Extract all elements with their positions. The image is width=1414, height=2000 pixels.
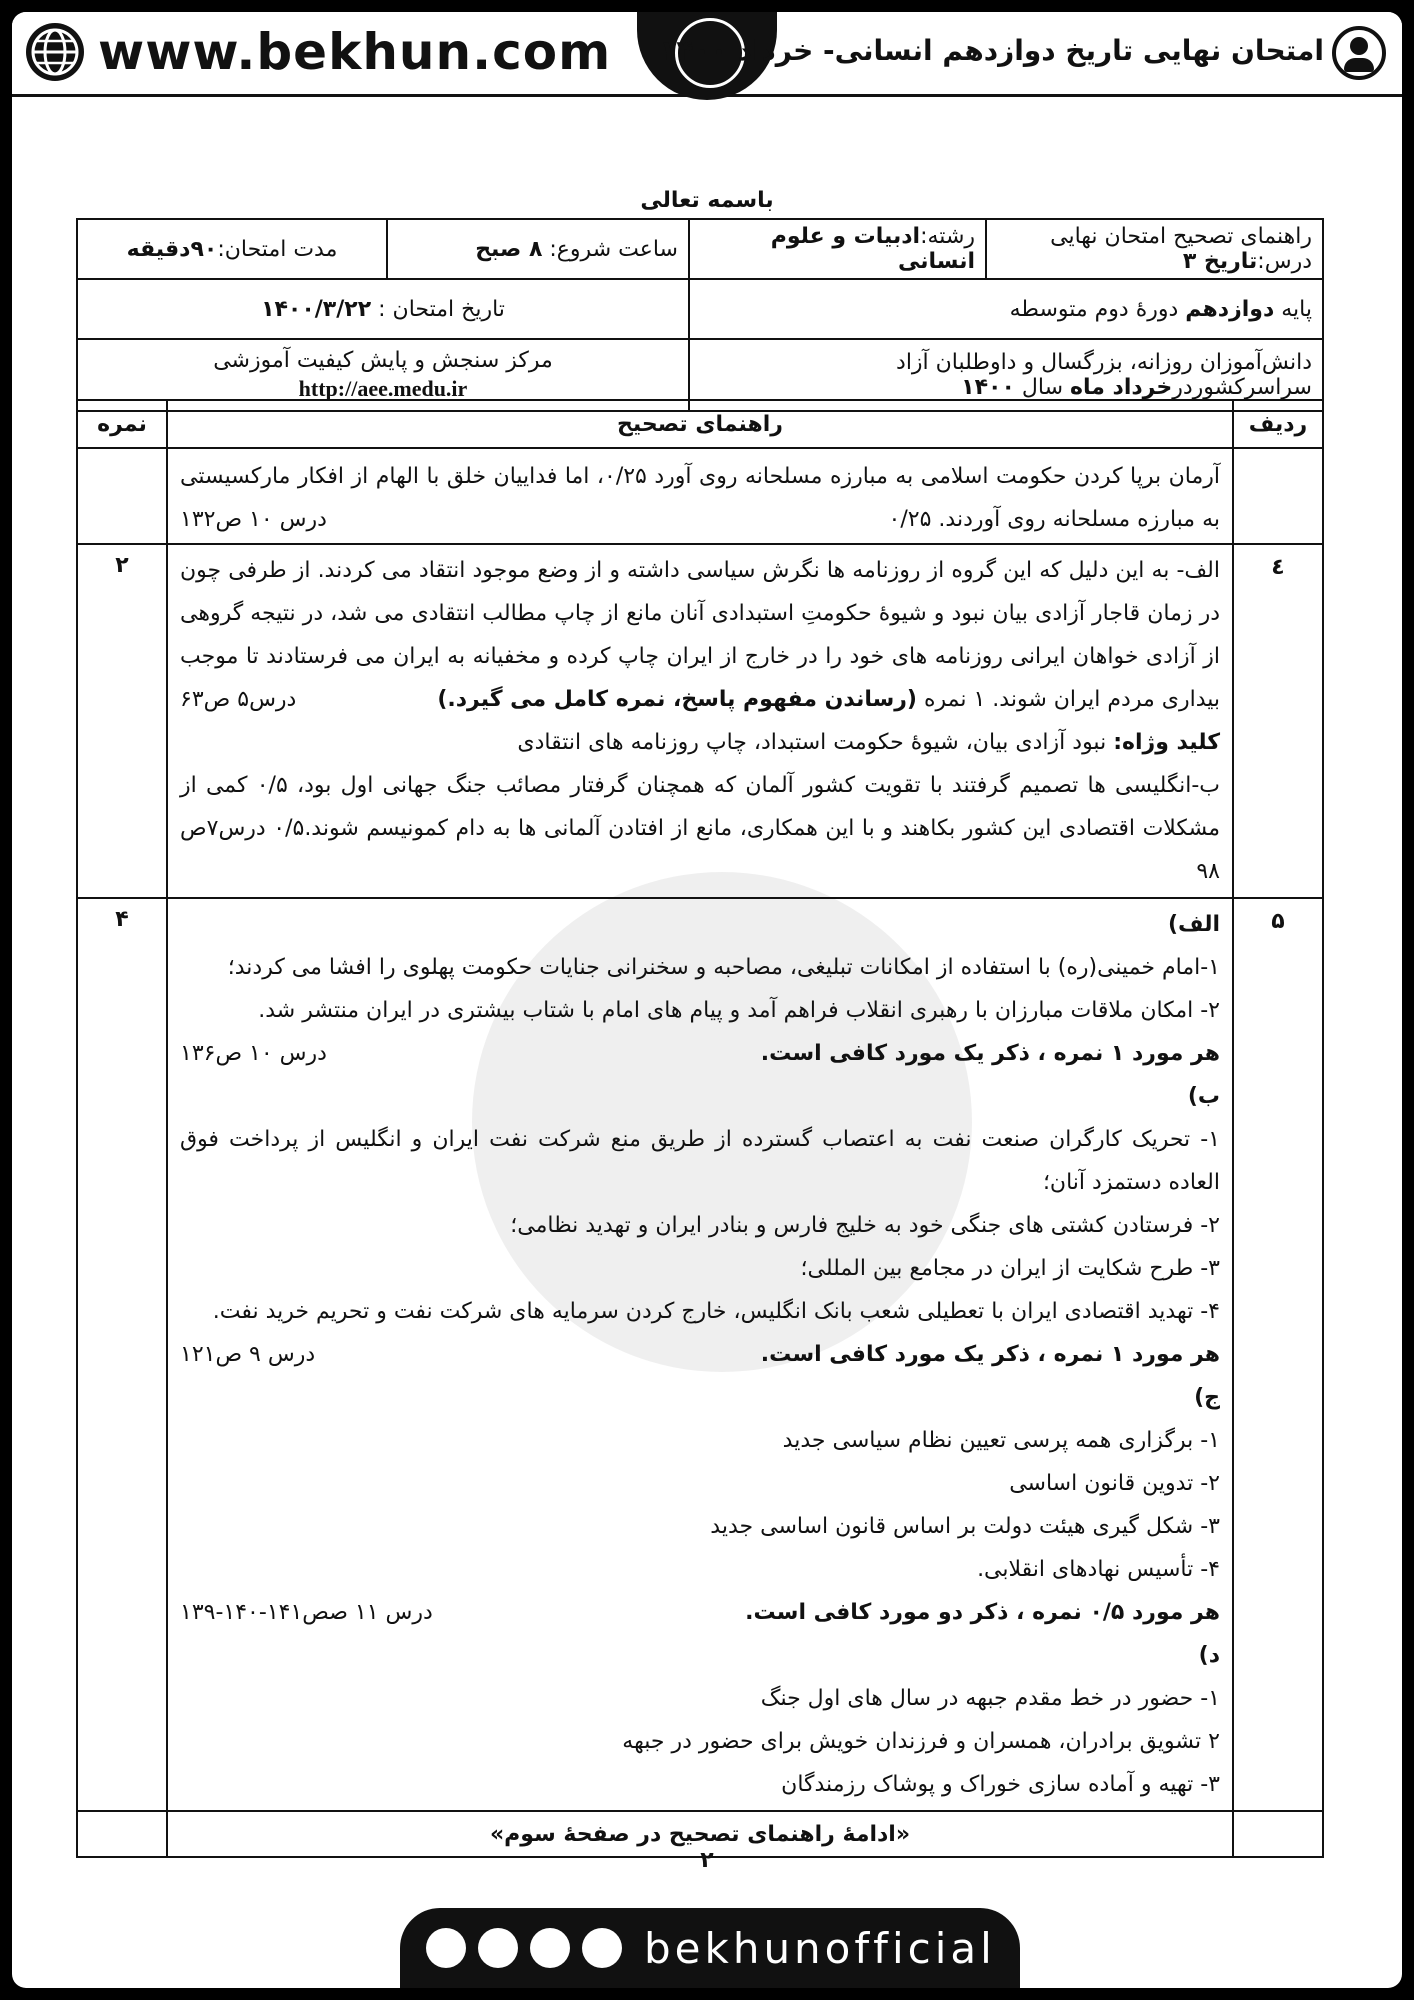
- q5-a-item-1: ۱-امام خمینی(ره) با استفاده از امکانات تبلیغی، مصاحبه و سخنرانی جنایات حکومت پهلوی را افشا می کردند؛: [227, 955, 1220, 980]
- table-row: [77, 448, 1323, 544]
- q5-b-item-4: ۴- تهدید اقتصادی ایران با تعطیلی شعب بانک انگلیس، خارج کردن سرمایه های شرکت نفت و تحریم خرید نفت.: [212, 1299, 1220, 1324]
- answer-key-table: [76, 399, 1324, 1858]
- continuation-note: «ادامهٔ راهنمای تصحیح در صفحهٔ سوم»: [167, 1811, 1233, 1857]
- q5-c-ref: درس ۱۱ صص۱۴۱-۱۴۰-۱۳۹: [180, 1600, 433, 1625]
- q5-d-item-2: ۲ تشویق برادران، همسران و فرزندان خویش برای حضور در جبهه: [622, 1729, 1220, 1754]
- q5-a-ref: درس ۱۰ ص۱۳۶: [180, 1041, 327, 1066]
- bismillah-heading: باسمه تعالی: [640, 188, 774, 213]
- telegram-icon[interactable]: [530, 1928, 570, 1968]
- q5-c-item-3: ۳- شکل گیری هیئت دولت بر اساس قانون اساسی جدید: [710, 1514, 1220, 1539]
- q4-key-label: کلید وژاه:: [1113, 730, 1220, 755]
- info-students-cell: دانش‌آموزان روزانه، بزرگسال و داوطلبان آزاد سراسرکشوردرخرداد ماه سال ۱۴۰۰: [689, 339, 1323, 411]
- q4-score: ۲: [77, 544, 167, 898]
- q5-a-note: هر مورد ۱ نمره ، ذکر یک مورد کافی است.: [760, 1041, 1220, 1066]
- info-subject-cell: راهنمای تصحیح امتحان نهایی درس:تاریخ ۳: [986, 219, 1323, 279]
- column-header-guide: راهنمای تصحیح: [167, 400, 1233, 448]
- q5-c-note: هر مورد ۰/۵ نمره ، ذکر دو مورد کافی است.: [745, 1600, 1220, 1625]
- q5-a-heading: الف): [1167, 912, 1220, 937]
- exam-title: امتحان نهایی تاریخ دوازدهم انسانی- خرداد ۱۴۰۰: [659, 34, 1324, 67]
- page-number: ۲: [700, 1848, 714, 1873]
- column-header-score: نمره: [77, 400, 167, 448]
- q5-b-item-2: ۲- فرستادن کشتی های جنگی خود به خلیج فارس و بنادر ایران و تهدید نظامی؛: [510, 1213, 1220, 1238]
- social-footer: [400, 1908, 1020, 1988]
- info-start-cell: ساعت شروع: ۸ صبح: [387, 219, 689, 279]
- youtube-icon[interactable]: [478, 1928, 518, 1968]
- instagram-icon[interactable]: [582, 1928, 622, 1968]
- q5-b-note: هر مورد ۱ نمره ، ذکر یک مورد کافی است.: [760, 1342, 1220, 1367]
- info-date-cell: تاریخ امتحان : ۱۴۰۰/۳/۲۲: [77, 279, 689, 339]
- q5-b-item-1: ۱- تحریک کارگران صنعت نفت به اعتصاب گسترده از طریق منع شرکت نفت ایران و انگلیس از پرداخت فوق العاده دستمزد آنان؛: [180, 1127, 1220, 1195]
- q5-b-item-3: ۳- طرح شکایت از ایران در مجامع بین المللی؛: [800, 1256, 1220, 1281]
- info-grade-cell: پایه دوازدهم دورهٔ دوم متوسطه: [689, 279, 1323, 339]
- globe-icon: [26, 23, 84, 81]
- center-url[interactable]: http://aee.medu.ir: [298, 376, 468, 401]
- q5-d-item-3: ۳- تهیه و آماده سازی خوراک و پوشاک رزمندگان: [781, 1772, 1220, 1797]
- q4-number: ٤: [1233, 544, 1323, 898]
- q5-a-item-2: ۲- امکان ملاقات مبارزان با رهبری انقلاب فراهم آمد و پیام های امام با شتاب بیشتری در ایران منتشر شد.: [258, 998, 1220, 1023]
- q5-c-item-1: ۱- برگزاری همه پرسی تعیین نظام سیاسی جدید: [782, 1428, 1220, 1453]
- q4-b-text: ب-انگلیسی ها تصمیم گرفتند با تقویت کشور آلمان که همچنان گرفتار مصائب جنگ جهانی اول بود، ۰/۵ کمی از مشکلات اقتصادی این کشور بکاهند و با این همکاری، مانع از افتادن آلمانی ها به دام کمونیسم شوند.۰/۵ درس۷ص ۹۸: [180, 773, 1220, 884]
- q5-d-heading: د): [1198, 1643, 1220, 1668]
- q4-a-ref: درس۵ ص۶۳: [180, 687, 297, 712]
- site-url[interactable]: www.bekhun.com: [98, 23, 612, 81]
- q5-c-item-4: ۴- تأسیس نهادهای انقلابی.: [977, 1557, 1220, 1582]
- q3-text: آرمان برپا کردن حکومت اسلامی به مبارزه مسلحانه روی آورد ۰/۲۵، اما فداییان خلق با الهام از افکار مارکسیستی به مبارزه مسلحانه روی آوردند. ۰/۲۵: [180, 464, 1220, 532]
- q5-c-item-2: ۲- تدوین قانون اساسی: [1009, 1471, 1220, 1496]
- q4-a-text: الف- به این دلیل که این گروه از روزنامه ها نگرش سیاسی داشته و از وضع موجود انتقاد می کردند. از طرفی چون در زمان قاجار آزادی بیان نبود و شیوهٔ حکومتِ استبدادی آنان مانع از چاپ مطالب انتقادی می شد، در نتیجه گروهی از آزادی خواهان ایرانی روزنامه های خود را در خارج از ایران چاپ کرده و مخفیانه به ایران می فرستادند تا موجب بیداری مردم ایران شوند. ۱ نمره: [180, 558, 1220, 712]
- top-banner: [12, 12, 1402, 97]
- q5-d-item-1: ۱- حضور در خط مقدم جبهه در سال های اول جنگ: [760, 1686, 1220, 1711]
- table-row: [77, 898, 1323, 1811]
- q5-number: ۵: [1233, 898, 1323, 1811]
- site-link[interactable]: [26, 22, 611, 82]
- user-icon[interactable]: [1332, 26, 1386, 80]
- info-field-cell: رشته:ادبیات و علوم انسانی: [689, 219, 986, 279]
- table-row: [77, 544, 1323, 898]
- social-handle[interactable]: bekhunofficial: [644, 1923, 996, 1973]
- exam-info-table: [76, 218, 1324, 412]
- aparat-icon[interactable]: [426, 1928, 466, 1968]
- q3-ref: درس ۱۰ ص۱۳۲: [180, 507, 327, 532]
- column-header-row: ردیف: [1233, 400, 1323, 448]
- q5-b-heading: ب): [1187, 1084, 1220, 1109]
- info-duration-cell: مدت امتحان:۹۰دقیقه: [77, 219, 387, 279]
- q4-a-note: (رساندن مفهوم پاسخ، نمره کامل می گیرد.): [437, 687, 917, 712]
- q4-key-text: نبود آزادی بیان، شیوهٔ حکومت استبداد، چاپ روزنامه های انتقادی: [517, 730, 1107, 755]
- q5-b-ref: درس ۹ ص۱۲۱: [180, 1342, 316, 1367]
- q5-c-heading: ج): [1194, 1385, 1220, 1410]
- info-center-cell: مرکز سنجش و پایش کیفیت آموزشی http://aee.medu.ir: [77, 339, 689, 411]
- q5-score: ۴: [77, 898, 167, 1811]
- document-page: [12, 12, 1402, 1988]
